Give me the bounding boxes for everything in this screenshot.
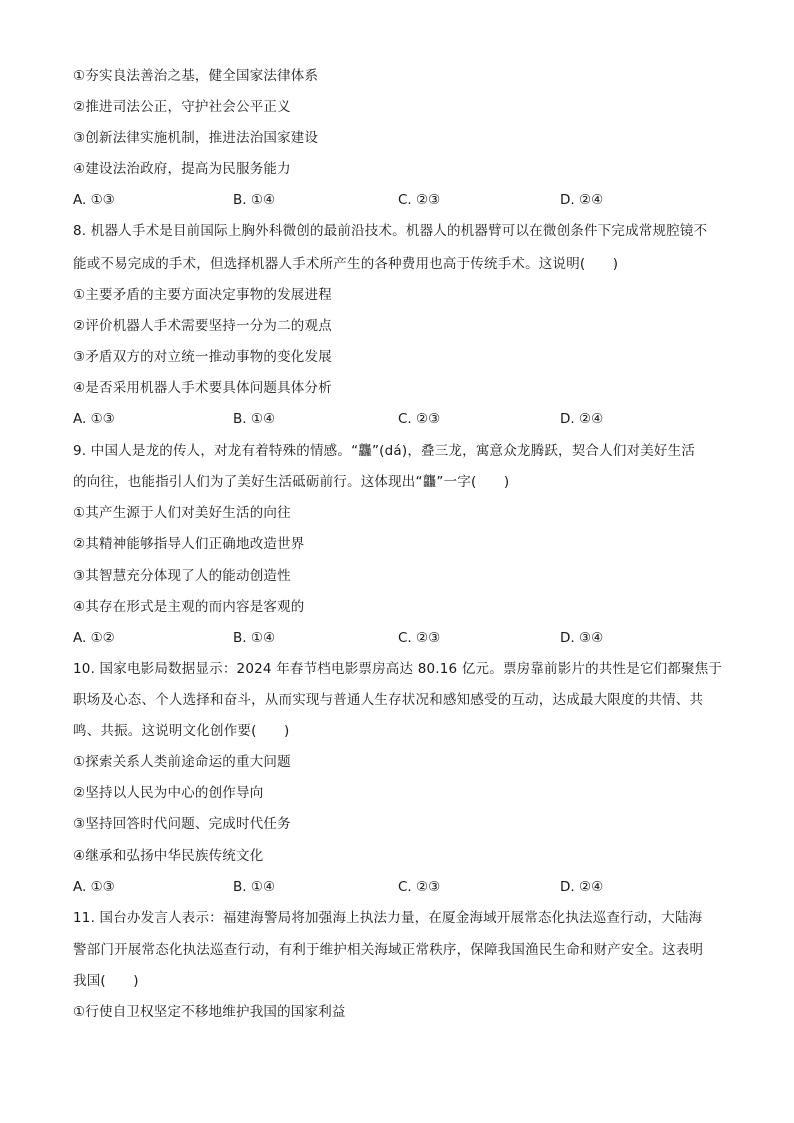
q10-stem-line-1: 10. 国家电影局数据显示：2024 年春节档电影票房高达 80.16 亿元。票房靠前影片的共性是它们都聚焦于 <box>73 661 723 677</box>
q9-option-c: C. ②③ <box>398 630 441 646</box>
q9-option-b: B. ①④ <box>233 630 276 646</box>
q9-option-a: A. ①② <box>73 630 115 646</box>
q8-choice-1: ①主要矛盾的主要方面决定事物的发展进程 <box>73 287 332 303</box>
q11-stem-line-2: 警部门开展常态化执法巡查行动，有利于维护相关海域正常秩序，保障我国渔民生命和财产安全。这表明 <box>73 942 704 958</box>
q9-stem-line-2: 的向往，也能指引人们为了美好生活砥砺前行。这体现出“龘”一字( ) <box>73 474 510 490</box>
q7-option-c: C. ②③ <box>398 192 441 208</box>
q10-choice-2: ②坚持以人民为中心的创作导向 <box>73 785 264 801</box>
q10-choice-3: ③坚持回答时代问题、完成时代任务 <box>73 816 291 832</box>
q10-option-d: D. ②④ <box>560 879 604 895</box>
q9-choice-3: ③其智慧充分体现了人的能动创造性 <box>73 568 291 584</box>
q11-choice-1: ①行使自卫权坚定不移地维护我国的国家利益 <box>73 1004 346 1020</box>
q10-options <box>73 878 733 896</box>
q9-stem-line-1: 9. 中国人是龙的传人，对龙有着特殊的情感。“龘”(dá)，叠三龙，寓意众龙腾跃，契合人们对美好生活 <box>73 443 696 459</box>
q8-stem-line-2: 能或不易完成的手术，但选择机器人手术所产生的各种费用也高于传统手术。这说明( ) <box>73 256 619 272</box>
q9-choice-2: ②其精神能够指导人们正确地改造世界 <box>73 536 305 552</box>
q10-stem-line-2: 职场及心态、个人选择和奋斗，从而实现与普通人生存状况和感知感受的互动，达成最大限度的共情、共 <box>73 692 704 708</box>
q7-options <box>73 191 733 209</box>
q7-option-a: A. ①③ <box>73 192 115 208</box>
q8-choice-2: ②评价机器人手术需要坚持一分为二的观点 <box>73 318 332 334</box>
q7-choice-3: ③创新法律实施机制，推进法治国家建设 <box>73 130 319 146</box>
q7-choice-4: ④建设法治政府，提高为民服务能力 <box>73 161 291 177</box>
q8-options <box>73 410 733 428</box>
q7-choice-1: ①夯实良法善治之基，健全国家法律体系 <box>73 68 319 84</box>
q10-option-c: C. ②③ <box>398 879 441 895</box>
q9-options <box>73 629 733 647</box>
q8-choice-4: ④是否采用机器人手术要具体问题具体分析 <box>73 380 332 396</box>
q8-option-c: C. ②③ <box>398 411 441 427</box>
q8-choice-3: ③矛盾双方的对立统一推动事物的变化发展 <box>73 349 332 365</box>
q8-option-d: D. ②④ <box>560 411 604 427</box>
q8-option-a: A. ①③ <box>73 411 115 427</box>
q8-stem-line-1: 8. 机器人手术是目前国际上胸外科微创的最前沿技术。机器人的机器臂可以在微创条件下完成常规腔镜不 <box>73 223 708 239</box>
q9-option-d: D. ③④ <box>560 630 604 646</box>
q7-option-d: D. ②④ <box>560 192 604 208</box>
q9-choice-1: ①其产生源于人们对美好生活的向往 <box>73 505 291 521</box>
q10-stem-line-3: 鸣、共振。这说明文化创作要( ) <box>73 723 290 739</box>
q11-stem-line-1: 11. 国台办发言人表示：福建海警局将加强海上执法力量，在厦金海域开展常态化执法巡查行动，大陆海 <box>73 910 703 926</box>
q7-option-b: B. ①④ <box>233 192 276 208</box>
q10-option-b: B. ①④ <box>233 879 276 895</box>
q10-choice-4: ④继承和弘扬中华民族传统文化 <box>73 848 264 864</box>
q7-choice-2: ②推进司法公正，守护社会公平正义 <box>73 99 291 115</box>
q8-option-b: B. ①④ <box>233 411 276 427</box>
q10-option-a: A. ①③ <box>73 879 115 895</box>
q11-stem-line-3: 我国( ) <box>73 973 139 989</box>
q9-choice-4: ④其存在形式是主观的而内容是客观的 <box>73 599 305 615</box>
q10-choice-1: ①探索关系人类前途命运的重大问题 <box>73 754 291 770</box>
